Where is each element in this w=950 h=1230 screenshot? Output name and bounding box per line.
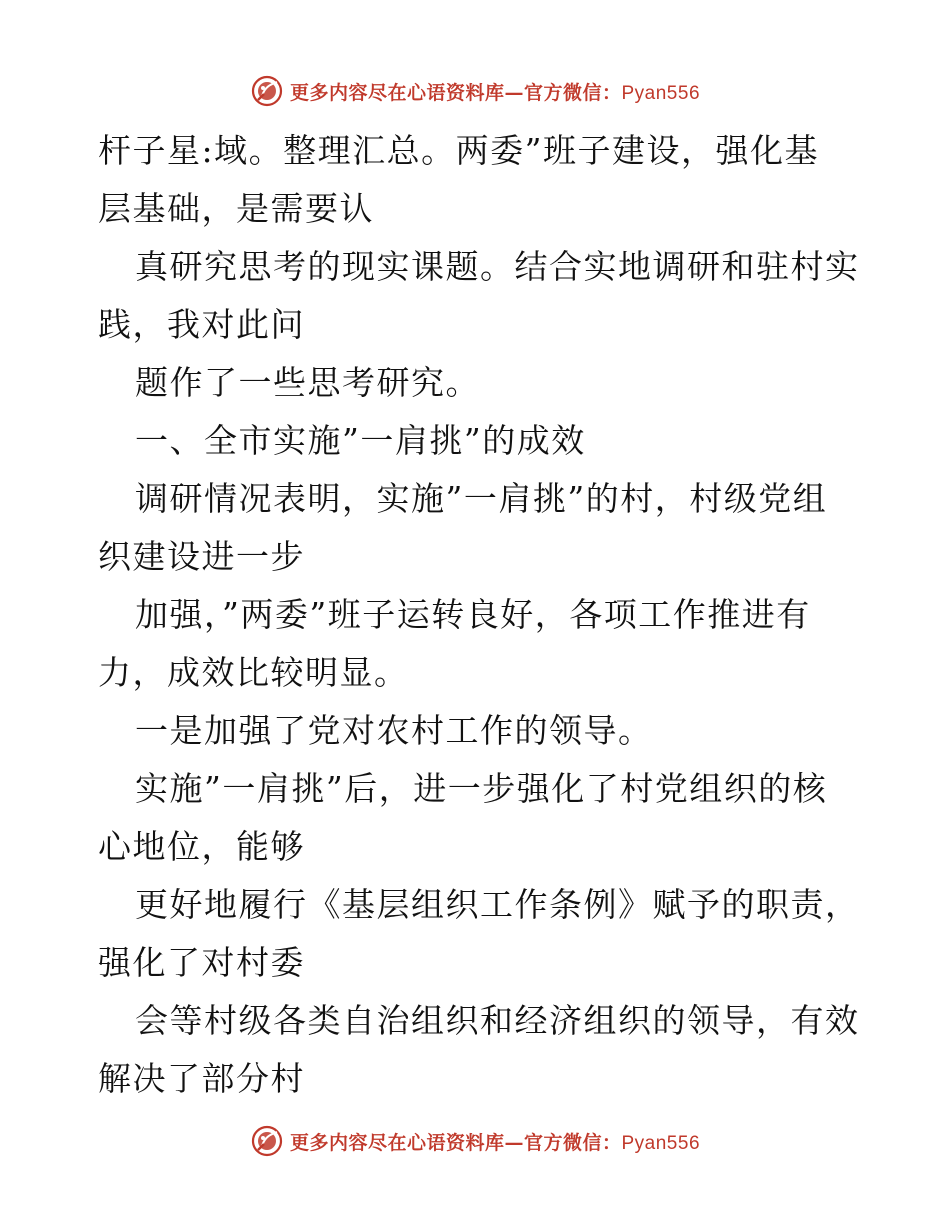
flower-logo-icon [250,1124,284,1158]
flower-logo-icon [250,74,284,108]
text-line: 实施”一肩挑”后，进一步强化了村党组织的核 [135,769,828,808]
text-line: 杆子星:域。整理汇总。两委”班子建设，强化基 [98,131,819,170]
text-line: 调研情况表明，实施”一肩挑”的村，村级党组 [135,479,828,518]
text-line: 层基础，是需要认 [98,189,374,228]
text-line: 强化了对村委 [98,943,305,982]
text-line: 更好地履行《基层组织工作条例》赋予的职责， [135,885,860,924]
text-line: 题作了一些思考研究。 [135,363,480,402]
footer-banner [0,1121,950,1161]
footer-slogan [290,1128,700,1155]
header-slogan [290,78,700,105]
header-banner [0,71,950,111]
text-line: 解决了部分村 [98,1059,305,1098]
header-wechat-id: Pyan556 [621,82,701,104]
text-line: 一是加强了党对农村工作的领导。 [135,711,653,750]
text-line: 会等村级各类自治组织和经济组织的领导，有效 [135,1001,860,1040]
document-body [98,122,858,1108]
footer-slogan-text: 更多内容尽在心语资料库—官方微信： [289,1131,622,1154]
text-line: 心地位，能够 [98,827,305,866]
text-line: 织建设进一步 [98,537,305,576]
section-heading: 一、全市实施”一肩挑”的成效 [135,421,586,460]
text-line: 践，我对此问 [98,305,305,344]
text-line: 力，成效比较明显。 [98,653,409,692]
text-line: 加强，”两委”班子运转良好，各项工作推进有 [135,595,811,634]
footer-wechat-id: Pyan556 [621,1132,701,1154]
text-line: 真研究思考的现实课题。结合实地调研和驻村实 [135,247,860,286]
header-slogan-text: 更多内容尽在心语资料库—官方微信： [289,81,622,104]
